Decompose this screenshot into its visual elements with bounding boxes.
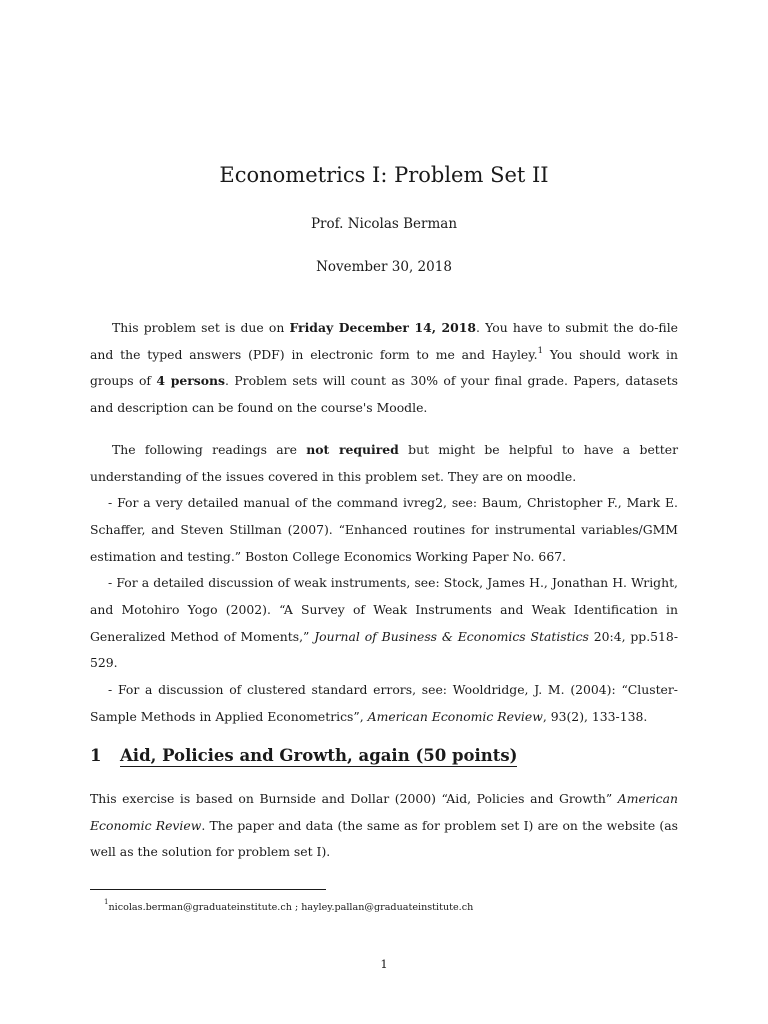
readings-text-1: The following readings are: [112, 441, 307, 457]
document-title: Econometrics I: Problem Set II: [219, 163, 549, 187]
footnote-text: nicolas.berman@graduateinstitute.ch ; hayley.pallan@graduateinstitute.ch: [108, 902, 474, 913]
not-required-text: not required: [306, 441, 399, 457]
section-title: Aid, Policies and Growth, again (50 points): [120, 746, 518, 765]
journal-name: American Economic Review: [367, 708, 543, 724]
section-number: 1: [90, 746, 102, 765]
readings-paragraph: [90, 437, 678, 490]
footnote-divider: [90, 889, 326, 890]
footnote-number: 1: [104, 897, 109, 906]
journal-name: American Economic Review: [90, 791, 678, 833]
intro-text-3: You should work in groups of: [90, 346, 678, 389]
group-size: 4 persons: [156, 373, 226, 389]
reference-clustered-errors-text: - For a discussion of clustered standard errors, see: Wooldridge, J. M. (2004): “Cluster-Sample Methods in Applied Econometrics”,: [90, 682, 678, 724]
footnote-marker: 1: [537, 345, 543, 356]
reference-weak-instruments-text: - For a detailed discussion of weak instruments, see: Stock, James H., Jonathan H. Wright, and Motohiro Yogo (2002). “A Survey of Weak Instruments and Weak Identification in Generalized Method of Moments,”: [90, 575, 678, 644]
reference-ivreg2: - For a very detailed manual of the command ivreg2, see: Baum, Christopher F., Mark E. Schaffer, and Steven Stillman (2007). “Enhanced routines for instrumental variables/GMM estimation and testing.” Boston College Economics Working Paper No. 667.: [90, 495, 678, 564]
document-author: Prof. Nicolas Berman: [310, 216, 458, 232]
footnote: [104, 897, 474, 916]
reference-weak-instruments: [90, 570, 678, 677]
document-date: November 30, 2018: [316, 259, 452, 275]
section-body: [90, 786, 678, 866]
journal-name: Journal of Business & Economics Statistics: [314, 628, 589, 644]
reference-clustered-errors: [90, 677, 678, 730]
page-number: 1: [380, 957, 388, 971]
intro-text-1: This problem set is due on: [112, 320, 290, 335]
document-body: [90, 315, 678, 731]
intro-text-4: . Problem sets will count as 30% of your final grade. Papers, datasets and description can be found on the course's Moodle.: [90, 373, 678, 416]
section-paragraph: [90, 786, 678, 866]
reference-weak-instruments-tail: 20:4, pp.518-529.: [90, 628, 679, 671]
intro-paragraph: [90, 315, 678, 422]
reference-clustered-errors-tail: , 93(2), 133-138.: [542, 708, 648, 724]
intro-text-2: . You have to submit the do-file and the typed answers (PDF) in electronic form to me and Hayley.: [90, 320, 678, 362]
section-heading: [90, 743, 517, 769]
section-text-2: . The paper and data (the same as for problem set I) are on the website (as well as the solution for problem set I).: [90, 817, 678, 860]
readings-text-2: but might be helpful to have a better understanding of the issues covered in this problem set. They are on moodle.: [90, 441, 678, 484]
due-date: Friday December 14, 2018: [289, 320, 477, 335]
section-text-1: This exercise is based on Burnside and Dollar (2000) “Aid, Policies and Growth”: [90, 791, 618, 806]
